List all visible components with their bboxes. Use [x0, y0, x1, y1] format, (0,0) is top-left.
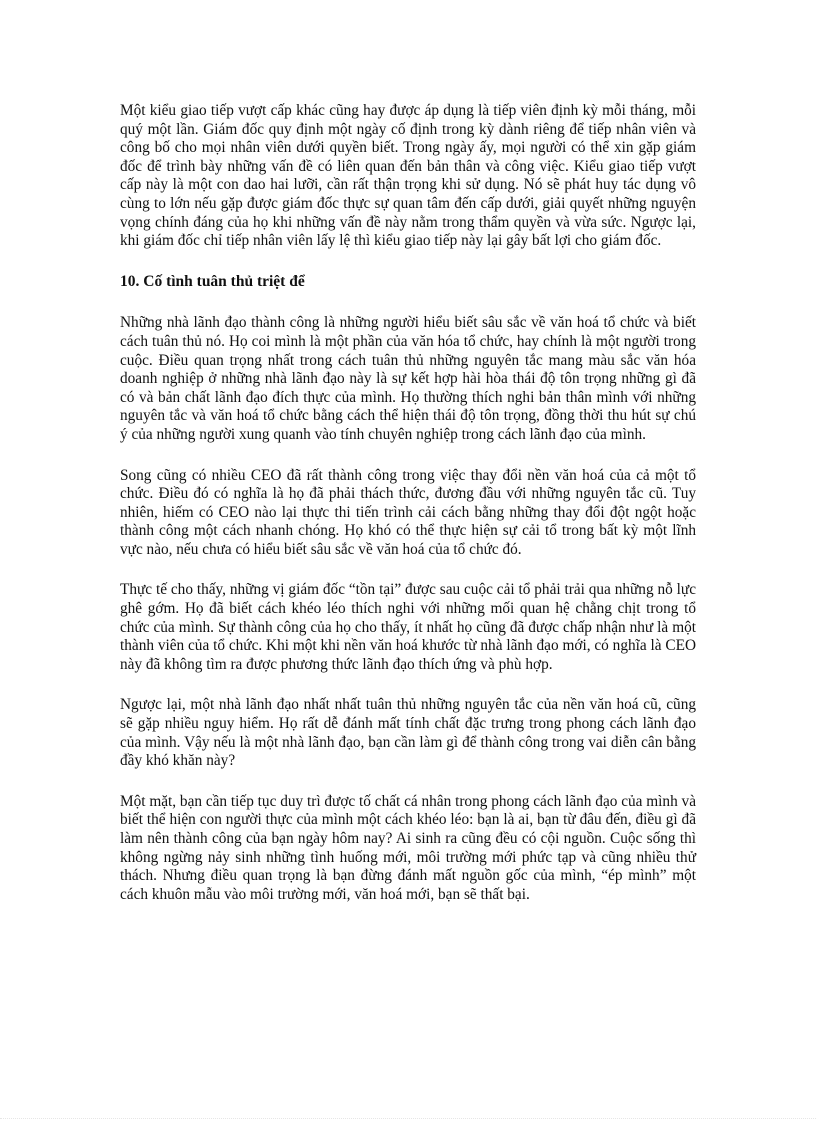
paragraph-5: Một mặt, bạn cần tiếp tục duy trì được tố chất cá nhân trong phong cách lãnh đạo của mình và biết thể hiện con người thực của mình một cách khéo léo: bạn là ai, bạn từ đâu đến, điều gì đã làm nên thành công của bạn ngày hôm nay? Ai sinh ra cũng đều có cội nguồn. Cuộc sống thì không ngừng nảy sinh những tình huống mới, môi trường mới phức tạp và cũng nhiều thử thách. Nhưng điều quan trọng là bạn đừng đánh mất nguồn gốc của mình, “ép mình” một cách khuôn mẫu vào môi trường mới, văn hoá mới, bạn sẽ thất bại. — [120, 792, 696, 903]
paragraph-4: Ngược lại, một nhà lãnh đạo nhất nhất tuân thủ những nguyên tắc của nền văn hoá cũ, cũng sẽ gặp nhiều nguy hiểm. Họ rất dễ đánh mất tính chất đặc trưng trong phong cách lãnh đạo của mình. Vậy nếu là một nhà lãnh đạo, bạn cần làm gì để thành công trong vai diễn cân bằng đầy khó khăn này? — [120, 696, 696, 770]
paragraph-intro: Một kiểu giao tiếp vượt cấp khác cũng hay được áp dụng là tiếp viên định kỳ mỗi tháng, mỗi quý một lần. Giám đốc quy định một ngày cố định trong kỳ dành riêng để tiếp nhân viên và công bố cho mọi nhân viên dưới quyền biết. Trong ngày ấy, mọi người có thể xin gặp giám đốc để trình bày những vấn đề có liên quan đến bản thân và công việc. Kiểu giao tiếp vượt cấp này là một con dao hai lưỡi, cần rất thận trọng khi sử dụng. Nó sẽ phát huy tác dụng vô cùng to lớn nếu gặp được giám đốc thực sự quan tâm đến cấp dưới, giải quyết những nguyện vọng chính đáng của họ khi những vấn đề này nằm trong thẩm quyền và vừa sức. Ngược lại, khi giám đốc chỉ tiếp nhân viên lấy lệ thì kiểu giao tiếp này lại gây bất lợi cho giám đốc. — [120, 102, 696, 250]
section-heading: 10. Cố tình tuân thủ triệt để — [120, 272, 305, 290]
paragraph-3: Thực tế cho thấy, những vị giám đốc “tồn tại” được sau cuộc cải tổ phải trải qua những nỗ lực ghê gớm. Họ đã biết cách khéo léo thích nghi với những mối quan hệ chằng chịt trong tổ chức của mình. Sự thành công của họ cho thấy, ít nhất họ cũng đã được chấp nhận như là một thành viên của tổ chức. Khi một khi nền văn hoá khước từ nhà lãnh đạo mới, có nghĩa là CEO này đã không tìm ra được phương thức lãnh đạo thích ứng và phù hợp. — [120, 581, 696, 673]
page-bottom-edge — [0, 1118, 816, 1120]
paragraph-2: Song cũng có nhiều CEO đã rất thành công trong việc thay đổi nền văn hoá của cả một tổ chức. Điều đó có nghĩa là họ đã phải thách thức, đương đầu với những nguyên tắc cũ. Tuy nhiên, hiếm có CEO nào lại thực thi tiến trình cải cách bằng những thay đổi đột ngột hoặc thành công một cách nhanh chóng. Họ khó có thể thực hiện sự cải tổ trong bất kỳ một lĩnh vực nào, nếu chưa có hiểu biết sâu sắc về văn hoá của tổ chức đó. — [120, 466, 696, 558]
paragraph-1: Những nhà lãnh đạo thành công là những người hiểu biết sâu sắc về văn hoá tổ chức và biết cách tuân thủ nó. Họ coi mình là một phần của văn hóa tổ chức, hay chính là một người trong cuộc. Điều quan trọng nhất trong cách tuân thủ những nguyên tắc mang màu sắc văn hóa doanh nghiệp ở những nhà lãnh đạo này là sự kết hợp hài hòa thái độ tôn trọng những gì đã có và bản chất lãnh đạo đích thực của mình. Họ thường thích nghi bản thân mình với những nguyên tắc và văn hoá tổ chức bằng cách thể hiện thái độ tôn trọng, đồng thời thu hút sự chú ý của những người xung quanh vào tính chuyên nghiệp trong cách lãnh đạo của mình. — [120, 314, 696, 443]
document-body — [120, 102, 696, 926]
